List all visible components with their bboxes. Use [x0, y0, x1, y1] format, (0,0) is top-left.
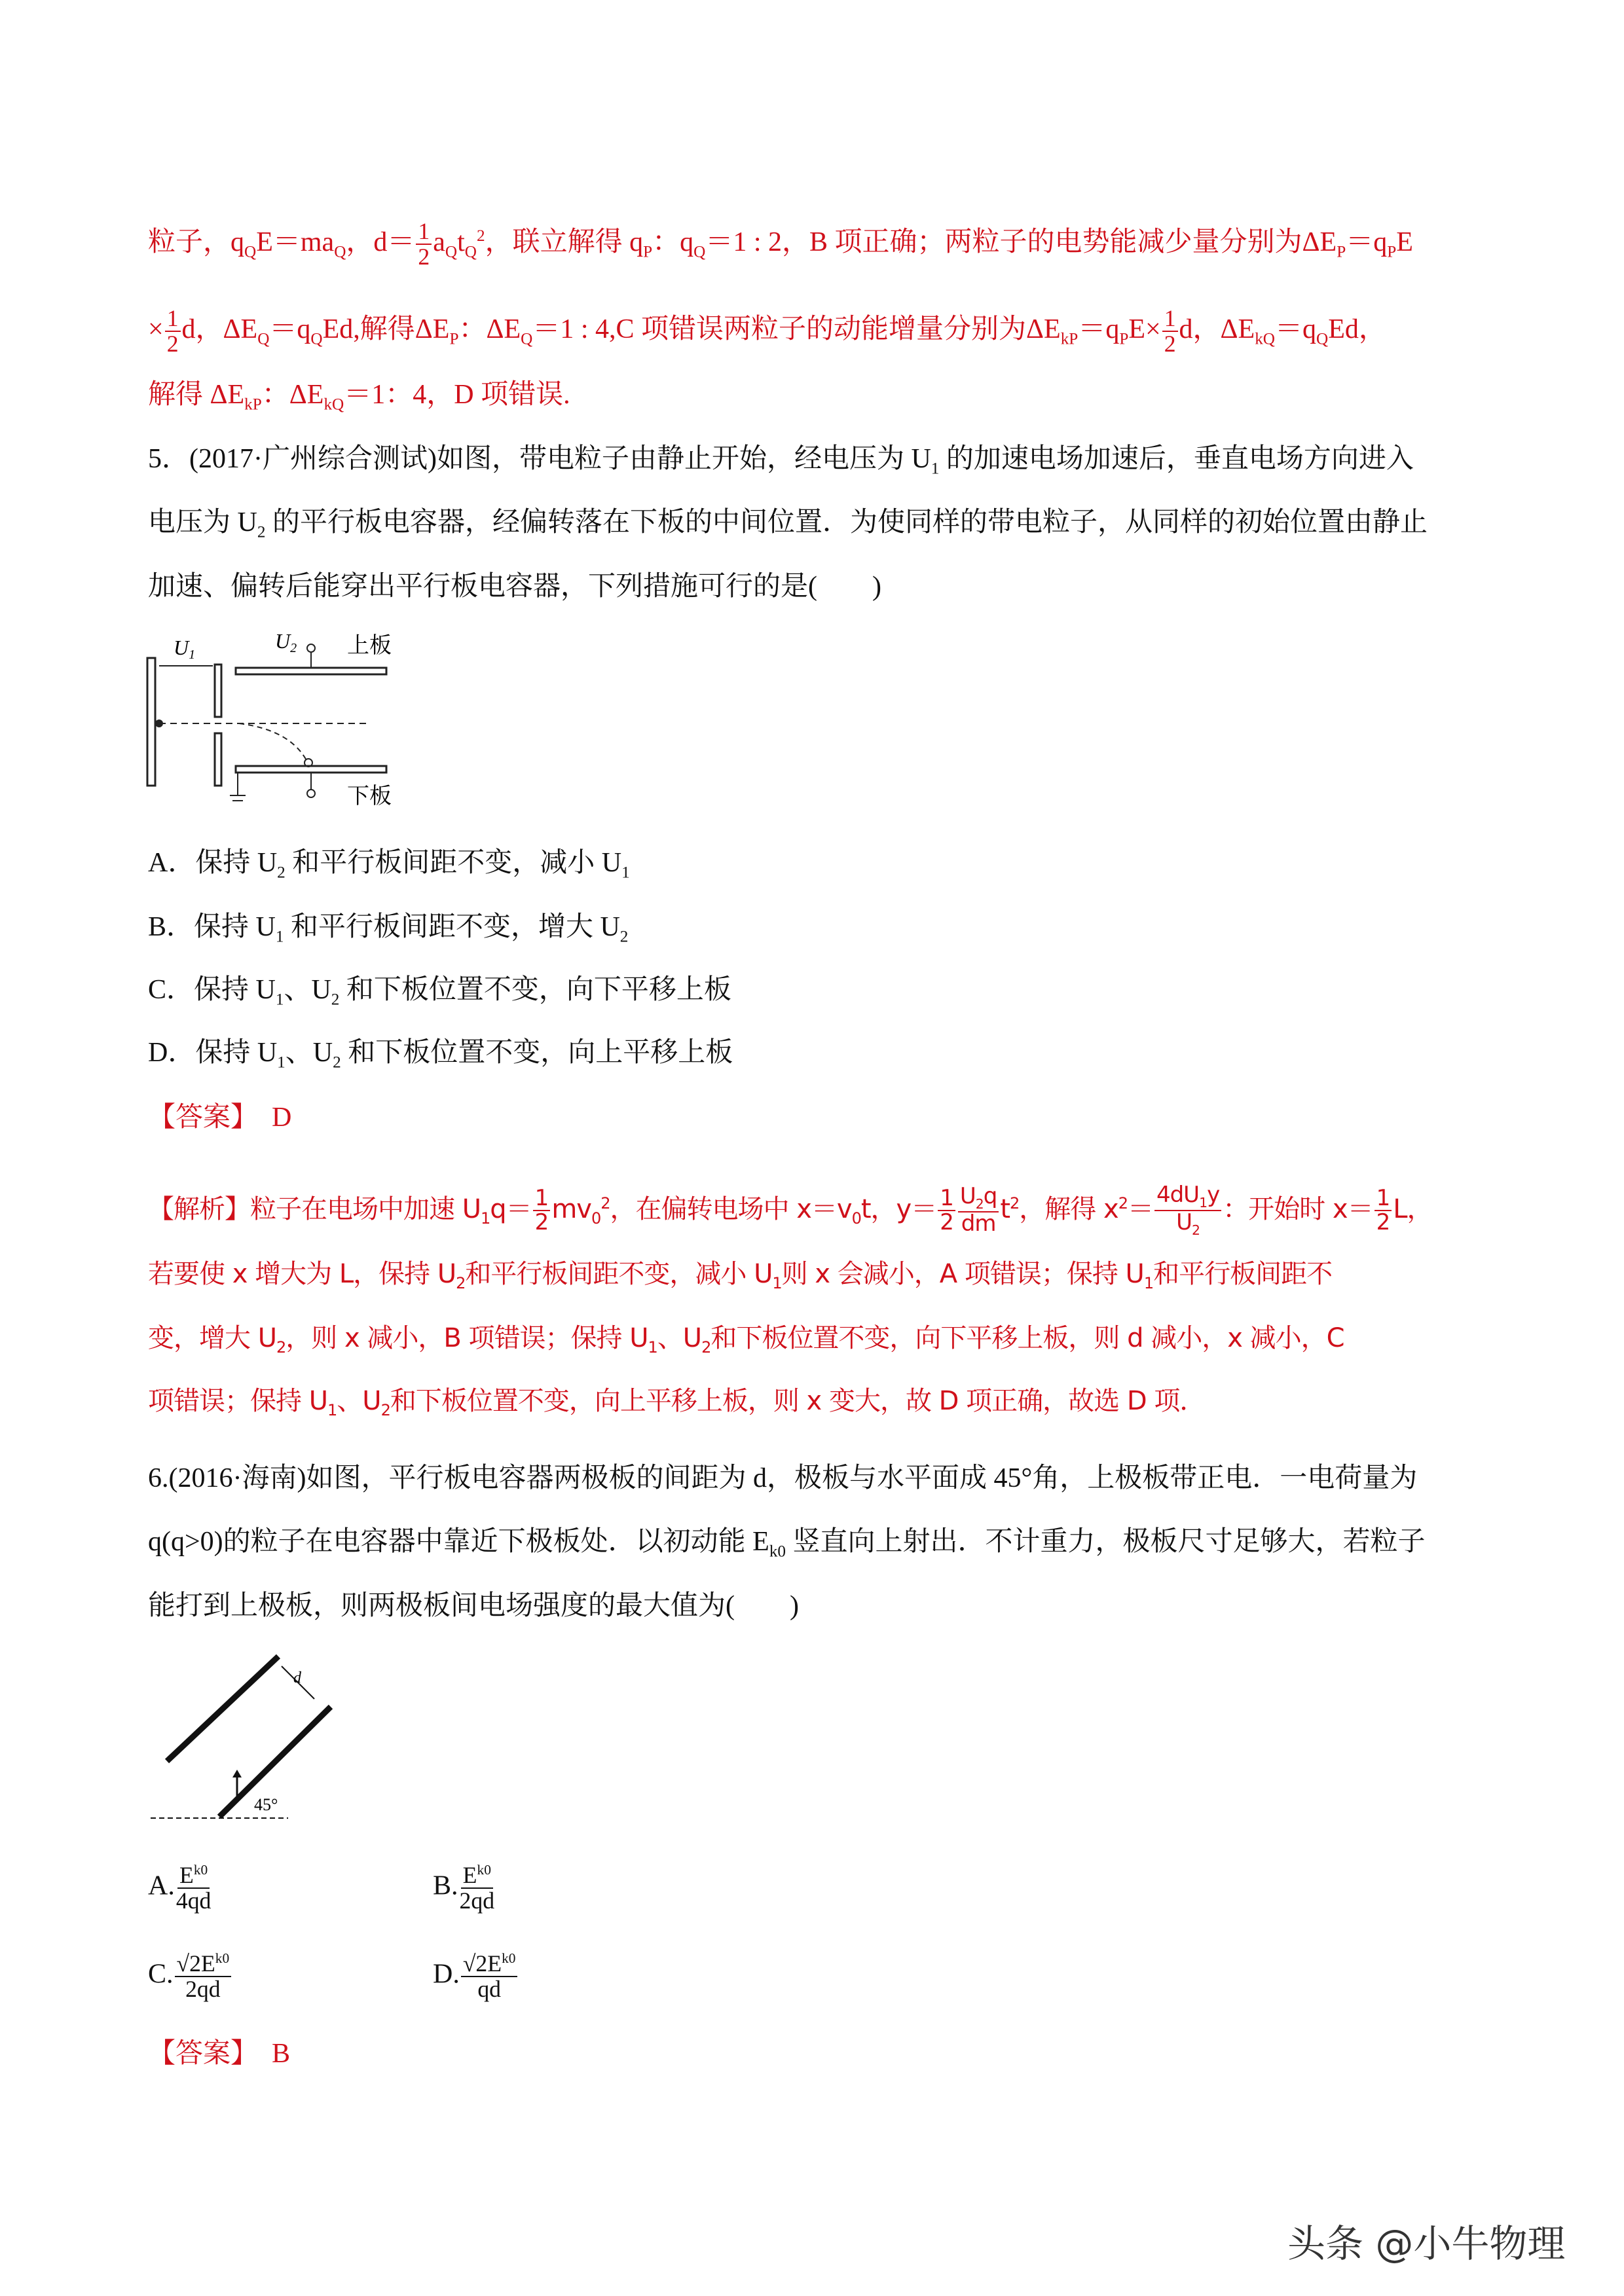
angle-label: 45°	[254, 1795, 278, 1814]
q6-option-b[interactable]: B. $\frac{E^{k0}}{2qd}$	[433, 1861, 495, 1914]
q6-answer: 【答案】 B	[148, 2039, 291, 2069]
u2-label: U2	[275, 629, 297, 655]
q6-stem-line-3: 能打到上极板，则两极板间电场强度的最大值为( )	[148, 1591, 799, 1621]
q6-stem-line-1: 6.(2016·海南)如图，平行板电容器两极板的间距为 d，极板与水平面成 45°角，上极板带正电．一电荷量为	[148, 1463, 1418, 1493]
q5-option-b[interactable]: B．保持 $U_1$ 和平行板间距不变，增大 $U_2$	[148, 912, 629, 946]
q5-option-d[interactable]: D．保持 $U_1$、$U_2$ 和下板位置不变，向上平移上板	[148, 1038, 733, 1072]
prev-solution-line-1: 粒子，$q_QE=ma_Q$，d＝ $\frac{1}{2}$ $a_Qt_Q^2$，联立解得 $q_P$：$q_Q=1$ : 2，B 项正确；两粒子的电势能减少量分别为$\Delta E_P=q_PE$	[148, 218, 1413, 270]
q5-option-c[interactable]: C．保持 $U_1$、$U_2$ 和下板位置不变，向下平移上板	[148, 975, 731, 1009]
prev-solution-line-2: × $\frac{1}{2}$ d，$\Delta E_Q=q_QEd$,解得$\Delta E_P$：$\Delta E_Q=1$ : 4,C 项错误两粒子的动能增量分别为$\Delta E_{kP}=q_PE\times$ $\frac{1}{2}$ d，$\Delta E_{kQ}=q_QEd$，	[148, 305, 1386, 357]
q6-stem-line-2: q(q>0)的粒子在电容器中靠近下极板处．以初动能 $E_{k0}$ 竖直向上射出．不计重力，极板尺寸足够大，若粒子	[148, 1527, 1426, 1561]
distance-label: d	[293, 1669, 301, 1686]
u1-label: U1	[174, 636, 196, 662]
q6-option-d[interactable]: D. $\frac{√2E^{k0}}{qd}$	[433, 1951, 519, 2002]
q5-analysis-line-3: 变，增大 $U_2$，则 x 减小，B 项错误；保持 $U_1$、$U_2$和下板位置不变，向下平移上板，则 d 减小，x 减小，C	[148, 1323, 1344, 1357]
top-plate-label: 上板	[347, 634, 392, 658]
q6-option-a[interactable]: A. $\frac{E^{k0}}{4qd}$	[148, 1861, 212, 1914]
q5-option-a[interactable]: A．保持 $U_2$ 和平行板间距不变，减小 $U_1$	[148, 848, 630, 882]
q5-capacitor-diagram	[141, 625, 403, 822]
q5-analysis-line-1: 【解析】粒子在电场中加速 $U_1q=$ $\frac{1}{2}$ $mv_0^2$，在偏转电场中 $x=v_0t$，y＝ $\frac{1}{2}$ $\frac{U_2q}{dm}$ $t^2$，解得 $x^2=$ $\frac{4dU_1y}{U_2}$ ：开始时 x＝ $\frac{1}{2}$ L，	[148, 1182, 1433, 1239]
q5-analysis-line-4: 项错误；保持 $U_1$、$U_2$和下板位置不变，向上平移上板，则 x 变大，故 D 项正确，故选 D 项．	[148, 1386, 1206, 1419]
bottom-plate-label: 下板	[347, 784, 392, 809]
q6-option-c[interactable]: C. $\frac{√2E^{k0}}{2qd}$	[148, 1951, 232, 2002]
q5-stem-line-1: 5．(2017·广州综合测试)如图，带电粒子由静止开始，经电压为 $U_1$ 的加速电场加速后，垂直电场方向进入	[148, 444, 1414, 478]
q5-stem-line-2: 电压为 $U_2$ 的平行板电容器，经偏转落在下板的中间位置．为使同样的带电粒子，从同样的初始位置由静止	[148, 507, 1428, 541]
watermark: 头条 @小牛物理	[1287, 2221, 1566, 2266]
q5-stem-line-3: 加速、偏转后能穿出平行板电容器，下列措施可行的是( )	[148, 572, 881, 602]
q6-inclined-plates-diagram	[151, 1647, 347, 1830]
q5-analysis-line-2: 若要使 x 增大为 L，保持 $U_2$和平行板间距不变，减小 $U_1$则 x 会减小，A 项错误；保持 $U_1$和平行板间距不	[148, 1259, 1333, 1292]
prev-solution-line-3: 解得 $\Delta E_{kP}$：$\Delta E_{kQ}=1$：4，D 项错误.	[148, 380, 570, 414]
q5-answer: 【答案】 D	[148, 1102, 292, 1133]
